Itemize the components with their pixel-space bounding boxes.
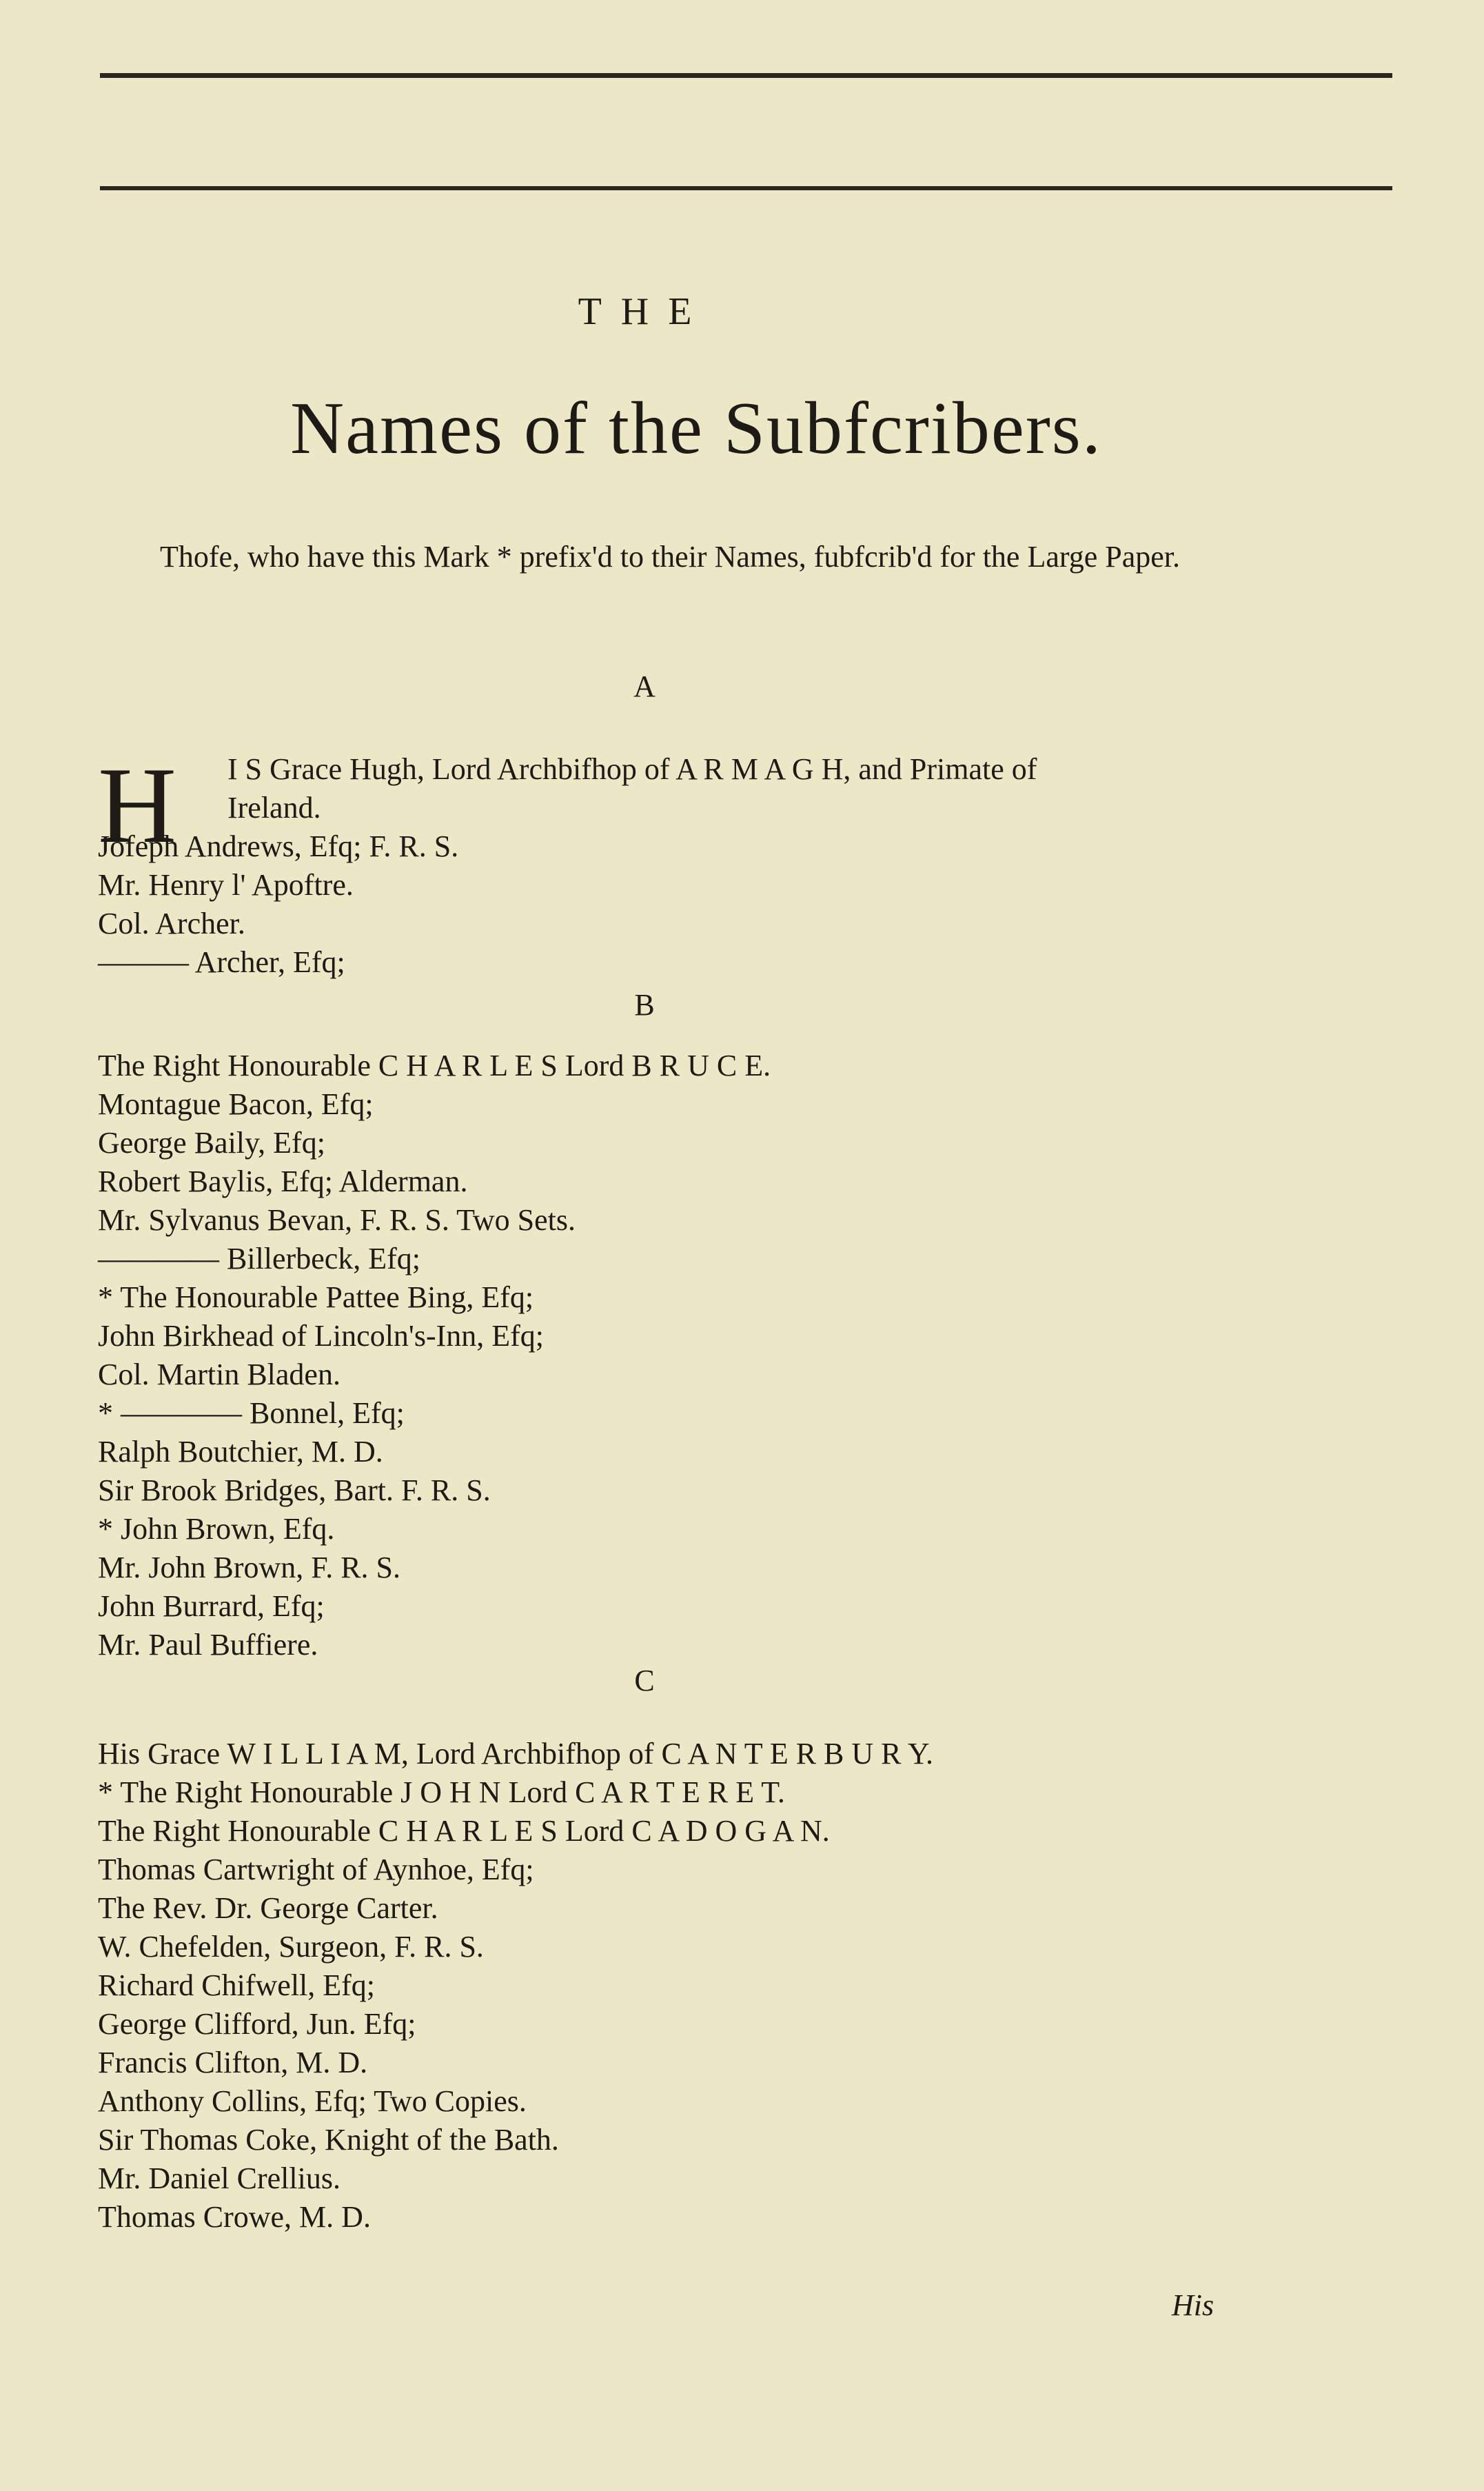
page-title: Names of the Subfcribers.: [290, 387, 1102, 470]
list-item: * John Brown, Efq.: [98, 1512, 335, 1546]
list-item: John Burrard, Efq;: [98, 1589, 325, 1623]
list-item: W. Chefelden, Surgeon, F. R. S.: [98, 1930, 484, 1964]
list-item: Robert Baylis, Efq; Alderman.: [98, 1164, 468, 1198]
section-letter-b: B: [634, 988, 655, 1022]
list-item: Montague Bacon, Efq;: [98, 1087, 374, 1121]
list-item: ———— Billerbeck, Efq;: [98, 1242, 421, 1275]
list-item: Mr. Daniel Crellius.: [98, 2161, 340, 2195]
list-item: George Baily, Efq;: [98, 1126, 325, 1160]
list-item: Mr. John Brown, F. R. S.: [98, 1551, 401, 1584]
list-item: John Birkhead of Lincoln's-Inn, Efq;: [98, 1319, 545, 1353]
list-item: * ———— Bonnel, Efq;: [98, 1396, 405, 1430]
header-rule: [100, 186, 1392, 190]
section-letter-c: C: [634, 1664, 655, 1697]
list-item: Ralph Boutchier, M. D.: [98, 1435, 383, 1469]
list-item: Richard Chifwell, Efq;: [98, 1968, 376, 2002]
list-item: Francis Clifton, M. D.: [98, 2046, 368, 2079]
list-item: Anthony Collins, Efq; Two Copies.: [98, 2084, 527, 2118]
list-item: Jofeph Andrews, Efq; F. R. S.: [98, 829, 459, 863]
list-item: Thomas Cartwright of Aynhoe, Efq;: [98, 1853, 534, 1886]
list-item: Mr. Paul Buffiere.: [98, 1628, 318, 1662]
list-item: Sir Brook Bridges, Bart. F. R. S.: [98, 1473, 491, 1507]
list-item: Mr. Henry l' Apoftre.: [98, 868, 354, 902]
list-item: George Clifford, Jun. Efq;: [98, 2007, 416, 2041]
list-item: Sir Thomas Coke, Knight of the Bath.: [98, 2123, 559, 2157]
list-item: The Right Honourable C H A R L E S Lord C A D O G A N.: [98, 1814, 830, 1848]
drop-cap: H: [98, 745, 177, 866]
subscriber-list-c: [98, 1735, 933, 2237]
section-letter-a: A: [633, 669, 655, 703]
large-paper-note: Thofe, who have this Mark * prefix'd to their Names, fubfcrib'd for the Large Paper.: [159, 540, 1181, 574]
first-entry-line: I S Grace Hugh, Lord Archbifhop of A R M A G H, and Primate of: [227, 752, 1037, 786]
list-item: Thomas Crowe, M. D.: [98, 2200, 371, 2234]
heading-kicker: THE: [578, 290, 711, 333]
list-item: Mr. Sylvanus Bevan, F. R. S. Two Sets.: [98, 1203, 576, 1237]
subscriber-list-a: [98, 789, 458, 982]
list-item: Col. Archer.: [98, 907, 245, 940]
list-item: Ireland.: [227, 791, 321, 825]
list-item: Col. Martin Bladen.: [98, 1358, 340, 1391]
list-item: * The Honourable Pattee Bing, Efq;: [98, 1280, 534, 1314]
top-rule: [100, 73, 1392, 78]
list-item: The Rev. Dr. George Carter.: [98, 1891, 438, 1925]
subscriber-list-b: [98, 1047, 771, 1664]
list-item: ——— Archer, Efq;: [98, 945, 345, 979]
list-item: * The Right Honourable J O H N Lord C A R T E R E T.: [98, 1775, 785, 1809]
list-item: His Grace W I L L I A M, Lord Archbifhop of C A N T E R B U R Y.: [98, 1737, 933, 1771]
list-item: The Right Honourable C H A R L E S Lord B R U C E.: [98, 1049, 771, 1082]
catchword: His: [1172, 2288, 1214, 2322]
